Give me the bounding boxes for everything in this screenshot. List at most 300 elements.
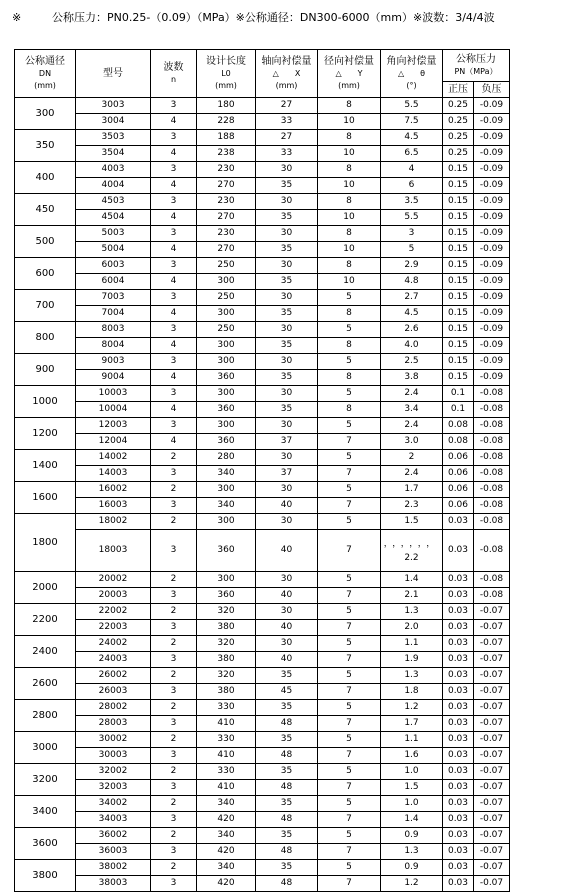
length-cell: 410 (197, 716, 256, 732)
pos-pressure-cell: 0.03 (443, 652, 474, 668)
axial-cell: 35 (256, 732, 318, 748)
neg-pressure-cell: -0.07 (474, 652, 510, 668)
pos-pressure-cell: 0.15 (443, 354, 474, 370)
neg-pressure-cell: -0.08 (474, 482, 510, 498)
neg-pressure-cell: -0.08 (474, 466, 510, 482)
length-cell: 340 (197, 466, 256, 482)
length-cell: 230 (197, 162, 256, 178)
axial-cell: 35 (256, 306, 318, 322)
model-cell: 24002 (76, 636, 151, 652)
waves-cell: 2 (151, 764, 197, 780)
table-row (15, 876, 510, 892)
radial-cell: 5 (318, 764, 381, 780)
table-row (15, 162, 510, 178)
angular-cell: 6 (381, 178, 443, 194)
neg-pressure-cell: -0.09 (474, 130, 510, 146)
waves-cell: 4 (151, 146, 197, 162)
header-pressure: 公称压力 PN（MPa） (443, 50, 510, 82)
waves-cell: 3 (151, 322, 197, 338)
table-row (15, 828, 510, 844)
table-row (15, 652, 510, 668)
pos-pressure-cell: 0.03 (443, 700, 474, 716)
length-cell: 250 (197, 322, 256, 338)
table-row (15, 812, 510, 828)
angular-cell: 7.5 (381, 114, 443, 130)
model-cell: 36003 (76, 844, 151, 860)
waves-cell: 3 (151, 130, 197, 146)
waves-cell: 3 (151, 652, 197, 668)
neg-pressure-cell: -0.08 (474, 402, 510, 418)
angular-cell: 1.7 (381, 716, 443, 732)
waves-cell: 2 (151, 668, 197, 684)
angular-note-marks: ，，，，，， (383, 538, 440, 549)
length-cell: 330 (197, 732, 256, 748)
axial-cell: 30 (256, 226, 318, 242)
waves-cell: 3 (151, 418, 197, 434)
axial-cell: 48 (256, 780, 318, 796)
axial-cell: 35 (256, 274, 318, 290)
table-row (15, 146, 510, 162)
model-cell: 9003 (76, 354, 151, 370)
header-mark: ※ (12, 11, 22, 24)
radial-cell: 7 (318, 748, 381, 764)
table-row (15, 386, 510, 402)
pos-pressure-cell: 0.06 (443, 450, 474, 466)
neg-pressure-cell: -0.08 (474, 434, 510, 450)
dn-cell: 350 (15, 130, 76, 162)
neg-pressure-cell: -0.08 (474, 498, 510, 514)
pos-pressure-cell: 0.15 (443, 370, 474, 386)
table-row (15, 572, 510, 588)
model-cell: 8004 (76, 338, 151, 354)
pos-pressure-cell: 0.03 (443, 588, 474, 604)
table-row (15, 194, 510, 210)
model-cell: 9004 (76, 370, 151, 386)
pos-pressure-cell: 0.1 (443, 386, 474, 402)
length-cell: 250 (197, 258, 256, 274)
spec-table (14, 49, 510, 892)
waves-cell: 3 (151, 748, 197, 764)
axial-cell: 48 (256, 812, 318, 828)
dn-cell: 1400 (15, 450, 76, 482)
angular-cell: 2.1 (381, 588, 443, 604)
table-row (15, 716, 510, 732)
dn-cell: 3600 (15, 828, 76, 860)
dn-cell: 400 (15, 162, 76, 194)
radial-cell: 5 (318, 636, 381, 652)
angular-cell: 1.3 (381, 668, 443, 684)
length-cell: 420 (197, 844, 256, 860)
angular-cell: 2 (381, 450, 443, 466)
angular-cell: 1.2 (381, 700, 443, 716)
neg-pressure-cell: -0.09 (474, 146, 510, 162)
dn-cell: 2800 (15, 700, 76, 732)
waves-cell: 2 (151, 514, 197, 530)
neg-pressure-cell: -0.09 (474, 114, 510, 130)
angular-cell: 1.3 (381, 844, 443, 860)
model-cell: 22002 (76, 604, 151, 620)
length-cell: 300 (197, 338, 256, 354)
waves-cell: 4 (151, 434, 197, 450)
dn-cell: 3000 (15, 732, 76, 764)
radial-cell: 7 (318, 434, 381, 450)
pos-pressure-cell: 0.03 (443, 780, 474, 796)
model-cell: 32002 (76, 764, 151, 780)
table-row (15, 780, 510, 796)
radial-cell: 10 (318, 242, 381, 258)
model-cell: 16003 (76, 498, 151, 514)
axial-cell: 30 (256, 162, 318, 178)
pos-pressure-cell: 0.25 (443, 114, 474, 130)
model-cell: 34003 (76, 812, 151, 828)
pos-pressure-cell: 0.15 (443, 290, 474, 306)
neg-pressure-cell: -0.07 (474, 700, 510, 716)
radial-cell: 7 (318, 684, 381, 700)
pos-pressure-cell: 0.03 (443, 514, 474, 530)
dn-cell: 300 (15, 98, 76, 130)
model-cell: 28002 (76, 700, 151, 716)
table-row (15, 860, 510, 876)
radial-cell: 10 (318, 146, 381, 162)
model-cell: 36002 (76, 828, 151, 844)
dn-cell: 2200 (15, 604, 76, 636)
table-row (15, 700, 510, 716)
model-cell: 6004 (76, 274, 151, 290)
neg-pressure-cell: -0.07 (474, 636, 510, 652)
neg-pressure-cell: -0.07 (474, 732, 510, 748)
angular-cell: 1.5 (381, 780, 443, 796)
angular-cell: 2.9 (381, 258, 443, 274)
neg-pressure-cell: -0.07 (474, 748, 510, 764)
pos-pressure-cell: 0.03 (443, 796, 474, 812)
axial-cell: 30 (256, 572, 318, 588)
angular-cell: 1.6 (381, 748, 443, 764)
pos-pressure-cell: 0.03 (443, 732, 474, 748)
pos-pressure-cell: 0.03 (443, 748, 474, 764)
angular-cell: 5 (381, 242, 443, 258)
angular-cell: 4.5 (381, 306, 443, 322)
model-cell: 4504 (76, 210, 151, 226)
radial-cell: 8 (318, 306, 381, 322)
axial-cell: 35 (256, 796, 318, 812)
angular-cell: 4 (381, 162, 443, 178)
axial-cell: 40 (256, 652, 318, 668)
neg-pressure-cell: -0.07 (474, 812, 510, 828)
dn-cell: 600 (15, 258, 76, 290)
length-cell: 380 (197, 684, 256, 700)
waves-cell: 2 (151, 732, 197, 748)
length-cell: 300 (197, 482, 256, 498)
neg-pressure-cell: -0.08 (474, 514, 510, 530)
model-cell: 16002 (76, 482, 151, 498)
waves-cell: 3 (151, 588, 197, 604)
header-line (12, 9, 495, 25)
length-cell: 360 (197, 402, 256, 418)
waves-cell: 4 (151, 370, 197, 386)
table-row (15, 748, 510, 764)
pos-pressure-cell: 0.03 (443, 636, 474, 652)
axial-cell: 40 (256, 588, 318, 604)
axial-cell: 30 (256, 386, 318, 402)
header-text: 公称压力：PN0.25-（0.09）（MPa）※公称通径：DN300-6000（mm）※波数：3/4/4波 (52, 11, 495, 24)
radial-cell: 8 (318, 258, 381, 274)
waves-cell: 3 (151, 386, 197, 402)
model-cell: 12003 (76, 418, 151, 434)
table-row (15, 514, 510, 530)
length-cell: 340 (197, 860, 256, 876)
header-pos: 正压 (443, 82, 474, 98)
waves-cell: 3 (151, 812, 197, 828)
waves-cell: 2 (151, 604, 197, 620)
waves-cell: 3 (151, 466, 197, 482)
table-row (15, 498, 510, 514)
radial-cell: 10 (318, 178, 381, 194)
neg-pressure-cell: -0.09 (474, 178, 510, 194)
neg-pressure-cell: -0.08 (474, 572, 510, 588)
neg-pressure-cell: -0.09 (474, 162, 510, 178)
model-cell: 3504 (76, 146, 151, 162)
angular-cell: 1.3 (381, 604, 443, 620)
pos-pressure-cell: 0.03 (443, 572, 474, 588)
header-angular: 角向衬偿量 △ θ (°) (381, 50, 443, 98)
neg-pressure-cell: -0.07 (474, 780, 510, 796)
dn-cell: 500 (15, 226, 76, 258)
neg-pressure-cell: -0.07 (474, 860, 510, 876)
radial-cell: 10 (318, 210, 381, 226)
waves-cell: 3 (151, 530, 197, 572)
neg-pressure-cell: -0.08 (474, 530, 510, 572)
waves-cell: 2 (151, 828, 197, 844)
radial-cell: 5 (318, 450, 381, 466)
length-cell: 238 (197, 146, 256, 162)
radial-cell: 7 (318, 876, 381, 892)
axial-cell: 35 (256, 402, 318, 418)
length-cell: 360 (197, 434, 256, 450)
axial-cell: 37 (256, 434, 318, 450)
neg-pressure-cell: -0.07 (474, 844, 510, 860)
waves-cell: 2 (151, 796, 197, 812)
axial-cell: 35 (256, 178, 318, 194)
axial-cell: 30 (256, 258, 318, 274)
neg-pressure-cell: -0.07 (474, 604, 510, 620)
table-row (15, 604, 510, 620)
radial-cell: 5 (318, 604, 381, 620)
length-cell: 300 (197, 306, 256, 322)
length-cell: 270 (197, 178, 256, 194)
table-row (15, 242, 510, 258)
length-cell: 360 (197, 588, 256, 604)
length-cell: 228 (197, 114, 256, 130)
radial-cell: 7 (318, 498, 381, 514)
waves-cell: 4 (151, 402, 197, 418)
angular-cell: 3.8 (381, 370, 443, 386)
dn-cell: 900 (15, 354, 76, 386)
waves-cell: 3 (151, 780, 197, 796)
radial-cell: 5 (318, 354, 381, 370)
dn-cell: 2000 (15, 572, 76, 604)
model-cell: 32003 (76, 780, 151, 796)
waves-cell: 2 (151, 700, 197, 716)
axial-cell: 30 (256, 290, 318, 306)
table-row (15, 796, 510, 812)
radial-cell: 5 (318, 418, 381, 434)
waves-cell: 2 (151, 860, 197, 876)
model-cell: 8003 (76, 322, 151, 338)
dn-cell: 1600 (15, 482, 76, 514)
waves-cell: 3 (151, 876, 197, 892)
axial-cell: 30 (256, 636, 318, 652)
pos-pressure-cell: 0.08 (443, 434, 474, 450)
angular-cell: 1.1 (381, 636, 443, 652)
length-cell: 380 (197, 652, 256, 668)
radial-cell: 5 (318, 732, 381, 748)
waves-cell: 3 (151, 258, 197, 274)
axial-cell: 30 (256, 322, 318, 338)
table-row (15, 178, 510, 194)
model-cell: 4003 (76, 162, 151, 178)
pos-pressure-cell: 0.06 (443, 498, 474, 514)
axial-cell: 35 (256, 860, 318, 876)
dn-cell: 1800 (15, 514, 76, 572)
radial-cell: 7 (318, 530, 381, 572)
pos-pressure-cell: 0.03 (443, 530, 474, 572)
length-cell: 250 (197, 290, 256, 306)
angular-cell: 2.6 (381, 322, 443, 338)
length-cell: 300 (197, 572, 256, 588)
waves-cell: 4 (151, 210, 197, 226)
pos-pressure-cell: 0.25 (443, 98, 474, 114)
table-row (15, 668, 510, 684)
neg-pressure-cell: -0.09 (474, 322, 510, 338)
table-row (15, 684, 510, 700)
model-cell: 7003 (76, 290, 151, 306)
length-cell: 300 (197, 274, 256, 290)
length-cell: 330 (197, 764, 256, 780)
neg-pressure-cell: -0.09 (474, 226, 510, 242)
model-cell: 10004 (76, 402, 151, 418)
neg-pressure-cell: -0.08 (474, 450, 510, 466)
axial-cell: 27 (256, 130, 318, 146)
axial-cell: 48 (256, 876, 318, 892)
neg-pressure-cell: -0.09 (474, 370, 510, 386)
model-cell: 26002 (76, 668, 151, 684)
table-row (15, 620, 510, 636)
length-cell: 300 (197, 514, 256, 530)
model-cell: 34002 (76, 796, 151, 812)
length-cell: 230 (197, 194, 256, 210)
neg-pressure-cell: -0.09 (474, 274, 510, 290)
radial-cell: 8 (318, 226, 381, 242)
pos-pressure-cell: 0.15 (443, 194, 474, 210)
waves-cell: 3 (151, 620, 197, 636)
angular-cell: 1.5 (381, 514, 443, 530)
table-body (15, 98, 510, 892)
angular-cell: 5.5 (381, 210, 443, 226)
dn-cell: 1200 (15, 418, 76, 450)
dn-cell: 1000 (15, 386, 76, 418)
neg-pressure-cell: -0.07 (474, 828, 510, 844)
radial-cell: 8 (318, 370, 381, 386)
waves-cell: 4 (151, 274, 197, 290)
dn-cell: 3800 (15, 860, 76, 892)
angular-cell: 2.5 (381, 354, 443, 370)
angular-cell: 0.9 (381, 860, 443, 876)
pos-pressure-cell: 0.25 (443, 130, 474, 146)
neg-pressure-cell: -0.09 (474, 98, 510, 114)
neg-pressure-cell: -0.09 (474, 338, 510, 354)
radial-cell: 7 (318, 716, 381, 732)
radial-cell: 7 (318, 844, 381, 860)
model-cell: 30002 (76, 732, 151, 748)
dn-cell: 450 (15, 194, 76, 226)
model-cell: 4004 (76, 178, 151, 194)
axial-cell: 48 (256, 716, 318, 732)
radial-cell: 5 (318, 796, 381, 812)
angular-cell: 1.9 (381, 652, 443, 668)
waves-cell: 3 (151, 354, 197, 370)
angular-cell: 1.0 (381, 796, 443, 812)
header-dn: 公称通径 DN (mm) (15, 50, 76, 98)
model-cell: 24003 (76, 652, 151, 668)
axial-cell: 35 (256, 370, 318, 386)
radial-cell: 5 (318, 668, 381, 684)
axial-cell: 30 (256, 514, 318, 530)
table-row (15, 636, 510, 652)
axial-cell: 30 (256, 354, 318, 370)
length-cell: 270 (197, 210, 256, 226)
radial-cell: 5 (318, 322, 381, 338)
model-cell: 20003 (76, 588, 151, 604)
radial-cell: 8 (318, 162, 381, 178)
waves-cell: 3 (151, 98, 197, 114)
table-row (15, 402, 510, 418)
model-cell: 30003 (76, 748, 151, 764)
table-row (15, 588, 510, 604)
table-row (15, 226, 510, 242)
pos-pressure-cell: 0.03 (443, 876, 474, 892)
model-cell: 3503 (76, 130, 151, 146)
axial-cell: 27 (256, 98, 318, 114)
pos-pressure-cell: 0.03 (443, 684, 474, 700)
angular-cell: 2.3 (381, 498, 443, 514)
neg-pressure-cell: -0.08 (474, 418, 510, 434)
axial-cell: 40 (256, 498, 318, 514)
pos-pressure-cell: 0.15 (443, 274, 474, 290)
waves-cell: 2 (151, 482, 197, 498)
angular-cell: 1.8 (381, 684, 443, 700)
table-row (15, 418, 510, 434)
pos-pressure-cell: 0.06 (443, 482, 474, 498)
model-cell: 5004 (76, 242, 151, 258)
model-cell: 6003 (76, 258, 151, 274)
length-cell: 380 (197, 620, 256, 636)
waves-cell: 4 (151, 178, 197, 194)
waves-cell: 4 (151, 242, 197, 258)
length-cell: 230 (197, 226, 256, 242)
dn-cell: 3400 (15, 796, 76, 828)
dn-cell: 3200 (15, 764, 76, 796)
model-cell: 5003 (76, 226, 151, 242)
table-row (15, 844, 510, 860)
neg-pressure-cell: -0.07 (474, 796, 510, 812)
angular-cell: 1.4 (381, 572, 443, 588)
waves-cell: 3 (151, 290, 197, 306)
angular-cell: 2.4 (381, 466, 443, 482)
axial-cell: 35 (256, 700, 318, 716)
model-cell: 14002 (76, 450, 151, 466)
pos-pressure-cell: 0.03 (443, 844, 474, 860)
header-axial: 轴向衬偿量 △ X (mm) (256, 50, 318, 98)
